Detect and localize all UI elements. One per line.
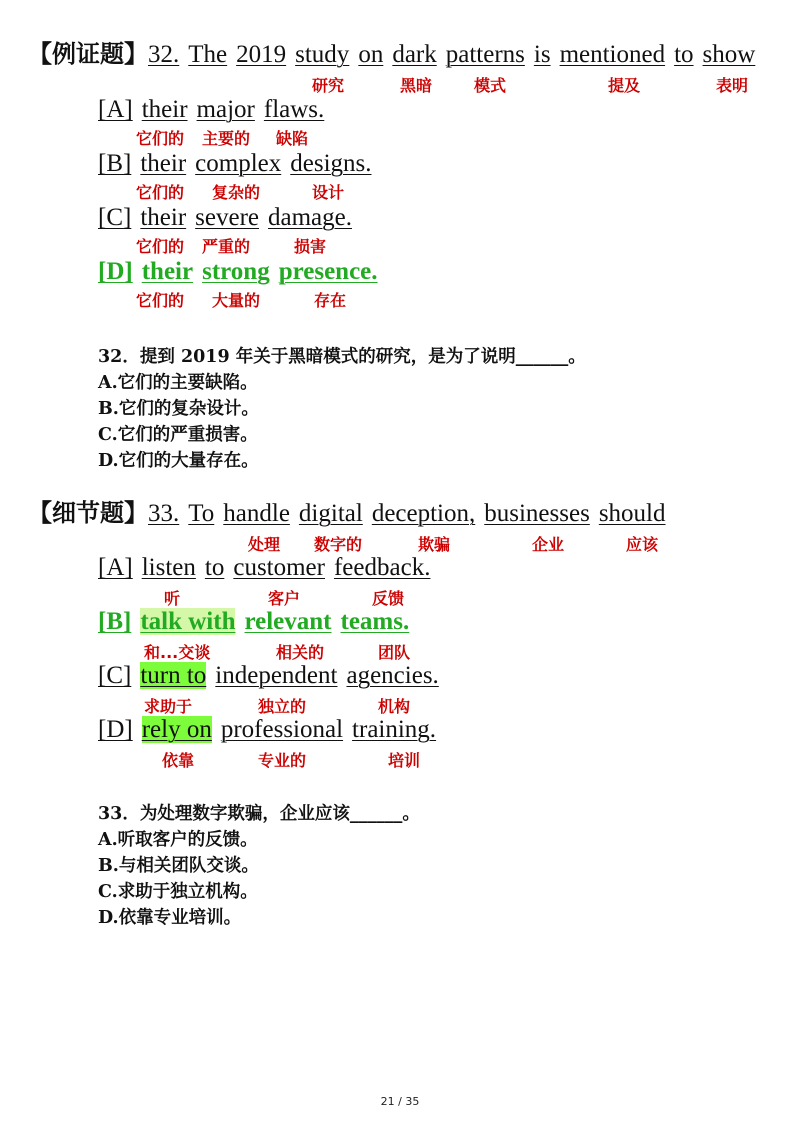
option-letter: [C]: [98, 204, 132, 231]
gloss: 客户: [268, 589, 301, 608]
option-word: agencies.: [346, 662, 439, 689]
stem-word: to: [674, 41, 694, 68]
gloss: 它们的: [136, 129, 185, 148]
gloss: 提及: [608, 76, 641, 95]
gloss: 企业: [532, 535, 565, 554]
option-word: their: [140, 204, 187, 231]
total-pages: 35: [405, 1095, 420, 1108]
gloss: 数字的: [314, 535, 363, 554]
option-word: listen: [141, 554, 196, 581]
option-letter: [B]: [98, 608, 132, 635]
page-separator: /: [398, 1095, 402, 1108]
option-word: customer: [233, 554, 325, 581]
gloss: 应该: [626, 535, 659, 554]
q33-zh-option: A.听取客户的反馈。: [98, 830, 258, 850]
q33-option-c: [98, 660, 439, 692]
q32-zh-option: D.它们的大量存在。: [98, 451, 259, 471]
option-word: professional: [220, 716, 344, 743]
gloss: 依靠: [162, 751, 195, 770]
stem-word: is: [533, 41, 551, 68]
stem-word: show: [702, 41, 756, 68]
gloss: 模式: [474, 76, 507, 95]
gloss: 严重的: [202, 237, 251, 256]
option-word: rely on: [141, 716, 212, 743]
q33-option-b-answer: [98, 606, 409, 638]
stem-word: The: [188, 41, 228, 68]
option-word: strong: [202, 258, 270, 285]
option-word: turn to: [140, 662, 207, 689]
stem-word: on: [358, 41, 384, 68]
option-letter: [A]: [98, 96, 133, 123]
option-letter: [A]: [98, 554, 133, 581]
gloss: 欺骗: [418, 535, 451, 554]
stem-word: dark: [392, 41, 437, 68]
current-page: 21: [380, 1095, 395, 1108]
gloss: 研究: [312, 76, 345, 95]
q33-zh-question: 33．为处理数字欺骗，企业应该______。: [98, 804, 420, 824]
option-word: presence.: [278, 258, 378, 285]
gloss: 团队: [378, 643, 411, 662]
option-word: teams.: [340, 608, 410, 635]
option-word: major: [196, 96, 255, 123]
gloss: 处理: [248, 535, 281, 554]
q32-option-a: [98, 94, 324, 126]
option-letter: [D]: [98, 258, 133, 285]
gloss: 黑暗: [400, 76, 433, 95]
option-word: complex: [195, 150, 282, 177]
gloss: 它们的: [136, 183, 185, 202]
option-word: independent: [215, 662, 338, 689]
gloss: 求助于: [144, 697, 193, 716]
q32-option-c: [98, 202, 352, 234]
q32-number: 32.: [148, 41, 180, 68]
q33-option-d: [98, 714, 436, 746]
q33-type-tag: 【细节题】: [28, 499, 148, 527]
gloss: 培训: [388, 751, 421, 770]
stem-word: handle: [223, 500, 290, 527]
gloss: 主要的: [202, 129, 251, 148]
option-word: damage.: [268, 204, 352, 231]
page-number-footer: [0, 1095, 800, 1108]
stem-word: To: [188, 500, 215, 527]
q33-stem-line: [28, 497, 666, 530]
gloss: 相关的: [276, 643, 325, 662]
option-word: training.: [352, 716, 437, 743]
stem-word: deception,: [371, 500, 476, 527]
gloss: 独立的: [258, 697, 307, 716]
q33-zh-option: D.依靠专业培训。: [98, 908, 242, 928]
q32-type-tag: 【例证题】: [28, 40, 148, 68]
gloss: 复杂的: [212, 183, 261, 202]
q32-option-d-answer: [98, 256, 378, 288]
stem-word: businesses: [484, 500, 590, 527]
gloss: 缺陷: [276, 129, 309, 148]
q32-zh-option: B.它们的复杂设计。: [98, 399, 259, 419]
gloss: 设计: [312, 183, 345, 202]
q32-stem-line: [28, 38, 755, 71]
option-word: designs.: [290, 150, 372, 177]
stem-word: digital: [298, 500, 363, 527]
gloss: 大量的: [212, 291, 261, 310]
gloss: 听: [164, 589, 181, 608]
option-word: their: [141, 258, 194, 285]
option-word: their: [141, 96, 188, 123]
option-letter: [B]: [98, 150, 132, 177]
option-word: feedback.: [333, 554, 431, 581]
stem-word: patterns: [445, 41, 525, 68]
option-word: talk with: [140, 608, 236, 635]
gloss: 损害: [294, 237, 327, 256]
option-word: relevant: [244, 608, 332, 635]
q33-number: 33.: [148, 500, 180, 527]
option-word: their: [140, 150, 187, 177]
q32-option-b: [98, 148, 372, 180]
gloss: 和...交谈: [144, 643, 211, 662]
gloss: 专业的: [258, 751, 307, 770]
gloss: 表明: [716, 76, 749, 95]
q32-zh-option: A.它们的主要缺陷。: [98, 373, 258, 393]
stem-word: mentioned: [559, 41, 666, 68]
q33-zh-option: C.求助于独立机构。: [98, 882, 258, 902]
gloss: 存在: [314, 291, 347, 310]
option-word: to: [204, 554, 225, 581]
gloss: 它们的: [136, 291, 185, 310]
gloss: 反馈: [372, 589, 405, 608]
gloss: 它们的: [136, 237, 185, 256]
stem-word: 2019: [236, 41, 287, 68]
q32-zh-question: 32．提到 2019 年关于黑暗模式的研究，是为了说明______。: [98, 347, 586, 367]
q33-zh-option: B.与相关团队交谈。: [98, 856, 259, 876]
q32-zh-option: C.它们的严重损害。: [98, 425, 258, 445]
option-word: severe: [195, 204, 259, 231]
option-letter: [C]: [98, 662, 132, 689]
q33-option-a: [98, 552, 430, 584]
stem-word: study: [295, 41, 350, 68]
option-word: flaws.: [263, 96, 325, 123]
option-letter: [D]: [98, 716, 133, 743]
stem-word: should: [598, 500, 666, 527]
gloss: 机构: [378, 697, 411, 716]
